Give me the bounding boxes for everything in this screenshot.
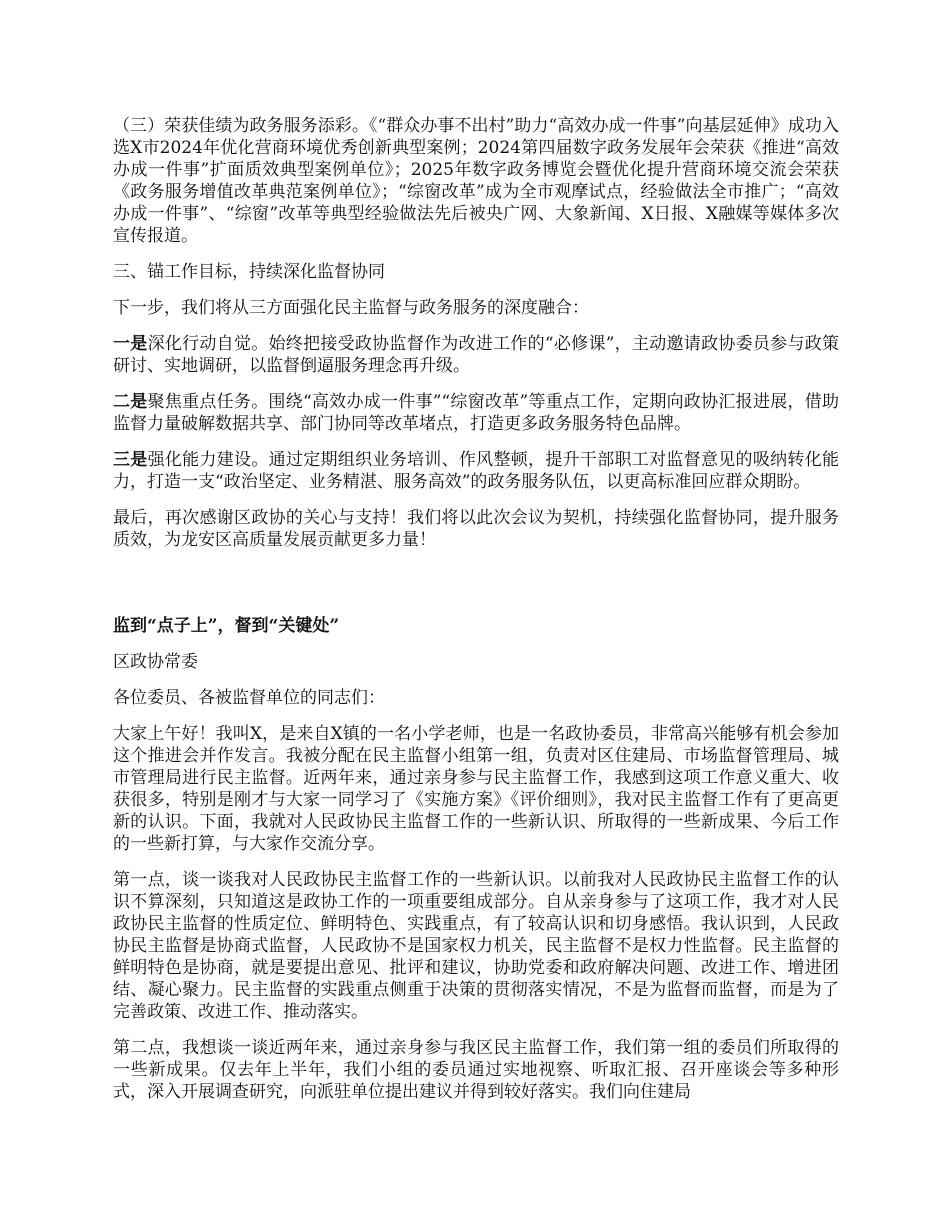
document-page [113,115,839,1117]
point-lead: 一是 [113,334,148,354]
point-text: 深化行动自觉。始终把接受政协监督作为改进工作的“必修课”，主动邀请政协委员参与政策研讨、实地调研，以监督倒逼服务理念再升级。 [113,334,839,376]
section-heading: 三、锚工作目标，持续深化监督协同 [113,262,385,282]
point-3 [113,449,839,493]
paragraph-achievements: （三）荣获佳绩为政务服务添彩。《“群众办事不出村”助力“高效办成一件事”向基层延伸》成功入选X市2024年优化营商环境优秀创新典型案例；2024第四届数字政务发展年会荣获《推进“高效办成一件事”扩面质效典型案例单位》；2025年数字政务博览会暨优化提升营商环境交流会荣获《政务服务增值改革典范案例单位》；“综窗改革”成为全市观摩试点，经验做法全市推广；“高效办成一件事”、“综窗”改革等典型经验做法先后被央广网、大象新闻、X日报、X融媒等媒体多次宣传报道。 [113,116,839,246]
point-text: 强化能力建设。通过定期组织业务培训、作风整顿，提升干部职工对监督意见的吸纳转化能力，打造一支“政治坚定、业务精湛、服务高效”的政务服务队伍，以更高标准回应群众期盼。 [113,450,840,492]
point-1 [113,333,839,377]
point-lead: 二是 [113,392,148,412]
speech-paragraph: 第二点，我想谈一谈近两年来，通过亲身参与我区民主监督工作，我们第一组的委员们所取得的一些新成果。仅去年上半年，我们小组的委员通过实地视察、听取汇报、召开座谈会等多种形式，深入开展调查研究，向派驻单位提出建议并得到较好落实。我们向住建局 [113,1038,839,1102]
paragraph-intro: 下一步，我们将从三方面强化民主监督与政务服务的深度融合： [113,298,589,318]
point-text: 聚焦重点任务。围绕“高效办成一件事”“综窗改革”等重点工作，定期向政协汇报进展，借助监督力量破解数据共享、部门协同等改革堵点，打造更多政务服务特色品牌。 [113,392,840,434]
paragraph-closing: 最后，再次感谢区政协的关心与支持！我们将以此次会议为契机，持续强化监督协同，提升服务质效，为龙安区高质量发展贡献更多力量！ [113,508,839,550]
speech-paragraph: 第一点，谈一谈我对人民政协民主监督工作的一些新认识。以前我对人民政协民主监督工作的认识不算深刻，只知道这是政协工作的一项重要组成部分。自从亲身参与了这项工作，我才对人民政协民主监督的性质定位、鲜明特色、实践重点，有了较高认识和切身感悟。我认识到，人民政协民主监督是协商式监督，人民政协不是国家权力机关，民主监督不是权力性监督。民主监督的鲜明特色是协商，就是要提出意见、批评和建议，协助党委和政府解决问题、改进工作、增进团结、凝心聚力。民主监督的实践重点侧重于决策的贯彻落实情况，不是为监督而监督，而是为了完善政策、改进工作、推动落实。 [113,870,839,1022]
speech-salutation: 各位委员、各被监督单位的同志们： [113,688,385,708]
speech-paragraph: 大家上午好！我叫X，是来自X镇的一名小学老师，也是一名政协委员，非常高兴能够有机会参加这个推进会并作发言。我被分配在民主监督小组第一组，负责对区住建局、市场监督管理局、城市管理局进行民主监督。近两年来，通过亲身参与民主监督工作，我感到这项工作意义重大、收获很多，特别是刚才与大家一同学习了《实施方案》《评价细则》，我对民主监督工作有了更高更新的认识。下面，我就对人民政协民主监督工作的一些新认识、所取得的一些新成果、今后工作的一些新打算，与大家作交流分享。 [113,724,839,854]
speech-author: 区政协常委 [113,652,198,672]
speech-title: 监到“点子上”，督到“关键处” [113,616,340,636]
point-lead: 三是 [113,450,148,470]
point-2 [113,391,839,435]
